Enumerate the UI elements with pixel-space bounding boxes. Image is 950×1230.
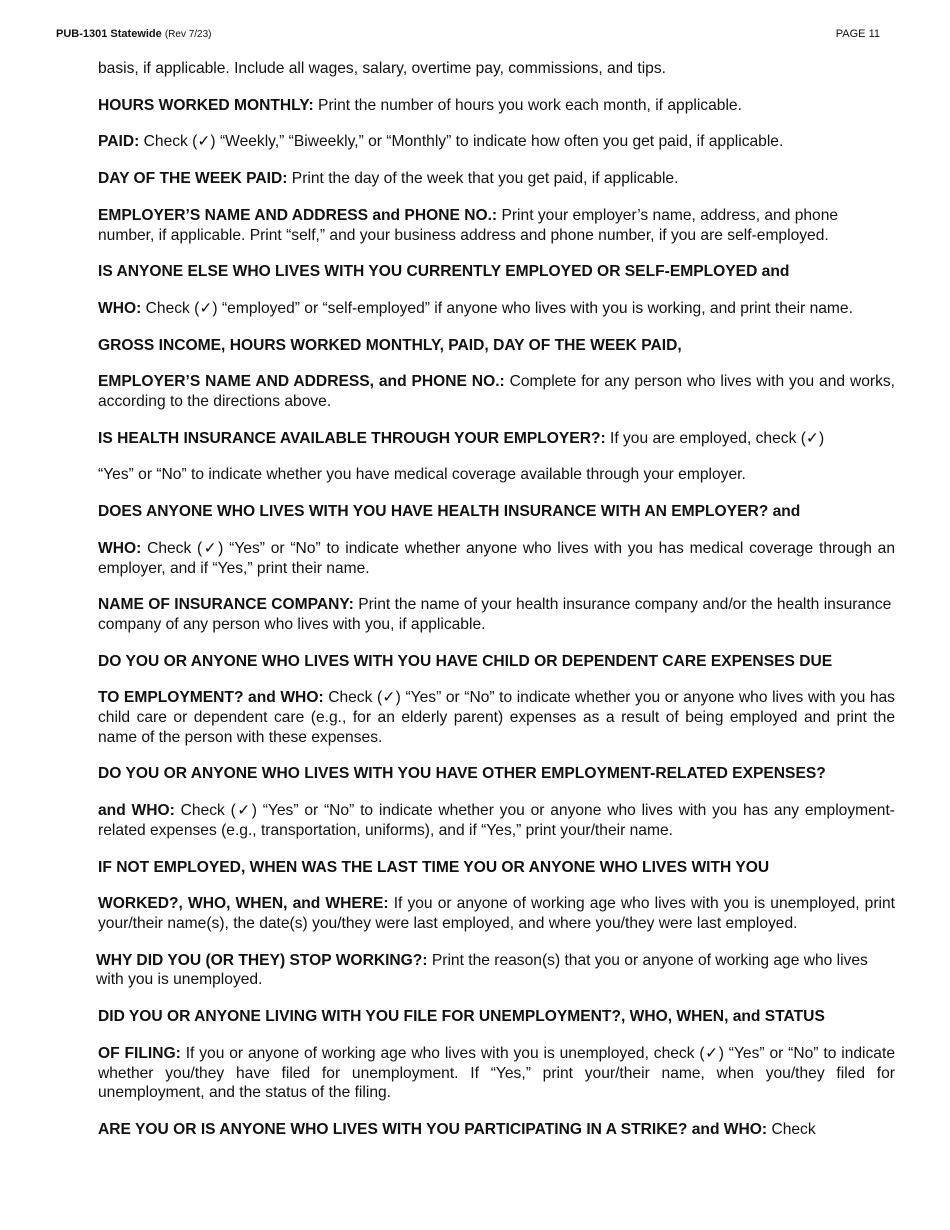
instruction-paragraph [98,59,895,79]
instruction-paragraph [98,372,895,411]
instruction-paragraph [96,951,895,990]
instruction-text: If you or anyone of working age who lives with you is unemployed, check (✓) “Yes” or “No” to indicate whether you/they have filed for unemployment. If “Yes,” print your/their name, when you/they filed for unemployment, and the status of the filing. [98,1044,895,1102]
instruction-paragraph [98,336,895,356]
instruction-text: “Yes” or “No” to indicate whether you have medical coverage available through your employer. [98,466,746,484]
instruction-heading: OF FILING: [98,1044,181,1062]
instruction-text: basis, if applicable. Include all wages, salary, overtime pay, commissions, and tips. [98,60,666,77]
instruction-heading: EMPLOYER’S NAME AND ADDRESS, and PHONE NO.: [98,373,505,391]
instruction-paragraph [98,132,895,152]
instruction-paragraph [98,539,895,578]
instruction-paragraph [98,465,895,485]
instruction-paragraph [98,858,895,878]
instruction-heading: DAY OF THE WEEK PAID: [98,170,288,188]
instructions-body [98,59,895,1157]
instruction-text: Check (✓) “Yes” or “No” to indicate whether anyone who lives with you has medical coverage through an employer, and if “Yes,” print their name. [98,539,895,577]
instruction-heading: PAID: [98,133,140,151]
instruction-heading: TO EMPLOYMENT? and WHO: [98,689,324,707]
form-revision: (Rev 7/23) [164,29,212,40]
instruction-text: Complete for any person who lives with you and works, according to the directions above. [98,373,896,411]
instruction-heading: DID YOU OR ANYONE LIVING WITH YOU FILE FOR UNEMPLOYMENT?, WHO, WHEN, and STATUS [98,1008,825,1026]
instruction-heading: EMPLOYER’S NAME AND ADDRESS and PHONE NO.: [98,206,498,224]
instruction-heading: DO YOU OR ANYONE WHO LIVES WITH YOU HAVE OTHER EMPLOYMENT-RELATED EXPENSES? [98,765,826,783]
instruction-heading: and WHO: [98,802,175,820]
instruction-heading: NAME OF INSURANCE COMPANY: [98,596,354,614]
instruction-text: Check (✓) “employed” or “self-employed” if anyone who lives with you is working, and print their name. [141,299,853,317]
instruction-heading: ARE YOU OR IS ANYONE WHO LIVES WITH YOU PARTICIPATING IN A STRIKE? and WHO: [98,1120,768,1138]
instruction-text: Check (✓) “Weekly,” “Biweekly,” or “Monthly” to indicate how often you get paid, if applicable. [139,133,784,151]
instruction-paragraph [98,894,895,933]
instruction-text: Print the day of the week that you get paid, if applicable. [287,170,679,188]
instruction-paragraph [98,1044,895,1103]
instruction-text: Check (✓) “Yes” or “No” to indicate whether you or anyone who lives with you has any employment-related expenses (e.g., transportation, uniforms), and if “Yes,” print your/their name. [98,802,895,839]
instruction-text: Check [767,1120,816,1138]
instruction-heading: DO YOU OR ANYONE WHO LIVES WITH YOU HAVE CHILD OR DEPENDENT CARE EXPENSES DUE [98,652,833,670]
instruction-heading: WHY DID YOU (OR THEY) STOP WORKING?: [96,951,428,969]
form-identifier [56,28,212,40]
instruction-paragraph [98,429,895,449]
instruction-text: Check (✓) “Yes” or “No” to indicate whether you or anyone who lives with you has child care or dependent care (e.g., for an elderly parent) expenses as a result of being employed and print the name of the person with these expenses. [98,689,895,746]
instruction-heading: WHO: [98,539,142,557]
instruction-heading: IS HEALTH INSURANCE AVAILABLE THROUGH YOUR EMPLOYER?: [98,429,606,447]
instruction-text: Print the reason(s) that you or anyone of working age who lives with you is unemployed. [96,951,868,989]
instruction-paragraph [98,262,895,282]
instruction-paragraph [98,764,895,784]
instruction-heading: WHO: [98,299,142,317]
instruction-paragraph [98,96,895,116]
instruction-text: If you or anyone of working age who lives with you is unemployed, print your/their name(s), the date(s) you/they were last employed, and where you/they were last employed. [98,895,895,932]
instruction-paragraph [98,1120,895,1140]
instruction-heading: IS ANYONE ELSE WHO LIVES WITH YOU CURRENTLY EMPLOYED OR SELF-EMPLOYED and [98,263,790,281]
instruction-heading: WORKED?, WHO, WHEN, and WHERE: [98,895,389,913]
instruction-paragraph [98,1007,895,1027]
instruction-paragraph [98,299,895,319]
instruction-paragraph [98,688,895,747]
instruction-text: Print the number of hours you work each month, if applicable. [313,96,742,114]
instruction-paragraph [98,502,895,522]
instruction-heading: DOES ANYONE WHO LIVES WITH YOU HAVE HEALTH INSURANCE WITH AN EMPLOYER? and [98,503,801,521]
page-header [56,28,880,44]
instruction-heading: IF NOT EMPLOYED, WHEN WAS THE LAST TIME YOU OR ANYONE WHO LIVES WITH YOU [98,858,770,876]
instruction-paragraph [98,206,895,245]
form-code: PUB-1301 Statewide [56,28,162,40]
instruction-paragraph [98,801,895,840]
instruction-paragraph [98,652,895,672]
instruction-paragraph [98,595,895,634]
instruction-text: Print your employer’s name, address, and phone number, if applicable. Print “self,” and your business address and phone number, if you are self-employed. [98,206,839,244]
page-number: PAGE 11 [835,28,880,40]
instruction-heading: GROSS INCOME, HOURS WORKED MONTHLY, PAID, DAY OF THE WEEK PAID, [98,336,682,354]
instruction-paragraph [98,169,895,189]
instruction-text: If you are employed, check (✓) [605,429,825,447]
instruction-heading: HOURS WORKED MONTHLY: [98,96,314,114]
instruction-text: Print the name of your health insurance company and/or the health insurance company of any person who lives with you, if applicable. [98,596,892,633]
